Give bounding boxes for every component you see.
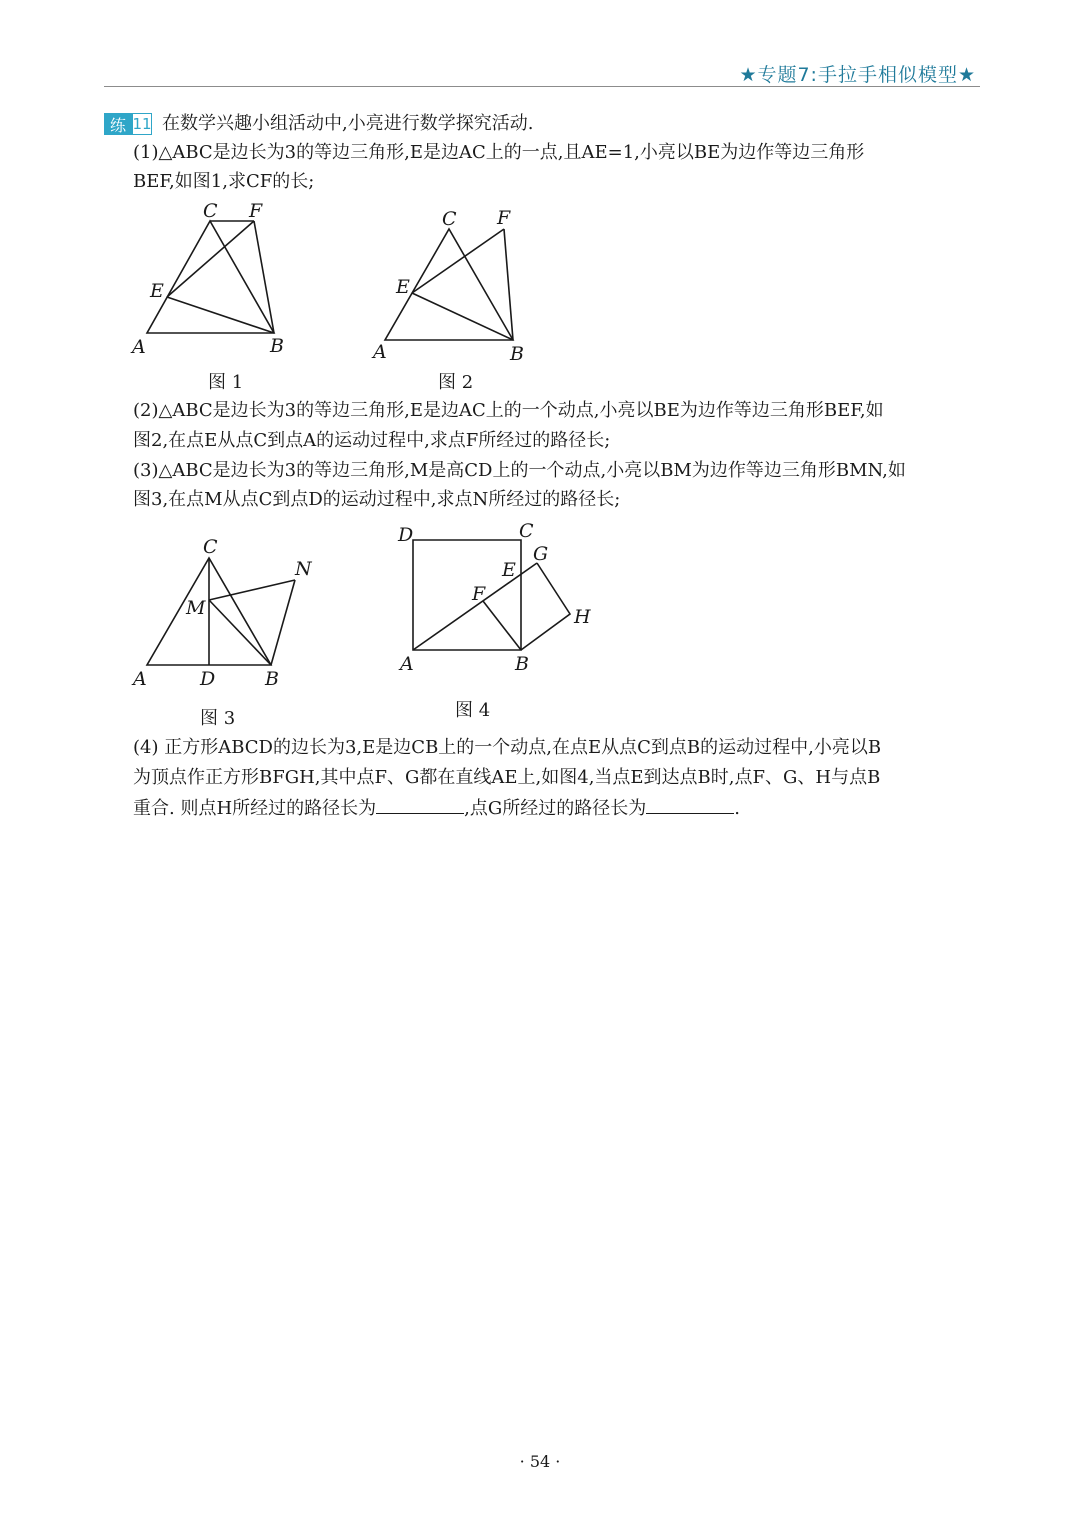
part4-line3-text-c: . [734,798,740,819]
fig1-label-e: E [150,280,164,302]
fig3-label-c: C [203,536,218,558]
fig1-label-b: B [270,335,284,357]
fig4-square-abcd [413,540,521,650]
exercise-intro: 在数学兴趣小组活动中,小亮进行数学探究活动. [162,113,534,134]
part3-line1: (3)△ABC是边长为3的等边三角形,M是高CD上的一个动点,小亮以BM为边作等边三角形BMN,如 [133,460,906,481]
fig4-square-bfgh [521,563,570,650]
part4-line3 [133,797,740,820]
fig2-label-b: B [510,343,524,365]
fig4-line-ag [413,563,537,650]
fig2-label-f: F [497,207,511,229]
fig4-caption: 图 4 [455,700,491,721]
exercise-badge-label: 练 [104,113,132,135]
fig4-label-e: E [502,559,516,581]
fig4-label-h: H [574,606,591,628]
fig4-label-c: C [519,520,534,542]
part3-line2: 图3,在点M从点C到点D的运动过程中,求点N所经过的路径长; [133,489,621,510]
part4-line3-text-a: 重合. 则点H所经过的路径长为 [133,798,377,819]
fig4-label-f: F [472,583,486,605]
part2-line2: 图2,在点E从点C到点A的运动过程中,求点F所经过的路径长; [133,430,611,451]
fig2-caption: 图 2 [438,372,474,393]
part1-line1: (1)△ABC是边长为3的等边三角形,E是边AC上的一点,且AE=1,小亮以BE为边作等边三角形 [133,142,865,163]
exercise-badge-number: 11 [132,115,152,133]
fig1-caption: 图 1 [208,372,244,393]
page-number: · 54 · [519,1452,561,1471]
fig4-label-a: A [400,653,414,675]
fig4-label-d: D [398,524,414,546]
fig4-label-b: B [515,653,529,675]
fig3-label-a: A [133,668,147,690]
fig2-label-c: C [442,208,457,230]
fig4-label-g: G [533,543,549,565]
fig3-label-b: B [265,668,279,690]
fig2-label-a: A [373,341,387,363]
fig4-segment-bf [483,601,521,650]
part4-line3-text-b: ,点G所经过的路径长为 [464,798,647,819]
fig3-label-d: D [200,668,216,690]
fig2-label-e: E [396,276,410,298]
header-title: ★专题7:手拉手相似模型★ [739,64,976,86]
fig1-label-c: C [203,200,218,222]
part1-line2: BEF,如图1,求CF的长; [133,171,315,192]
fig3-caption: 图 3 [200,708,236,729]
fig3-label-m: M [186,597,206,619]
fig3-label-n: N [295,558,312,580]
part4-line2: 为顶点作正方形BFGH,其中点F、G都在直线AE上,如图4,当点E到达点B时,点F、G、H与点B [133,767,881,788]
fig1-label-a: A [132,336,146,358]
answer-blank-g[interactable] [646,797,734,814]
part2-line1: (2)△ABC是边长为3的等边三角形,E是边AC上的一个动点,小亮以BE为边作等边三角形BEF,如 [133,400,884,421]
fig1-label-f: F [249,200,263,222]
part4-line1: (4) 正方形ABCD的边长为3,E是边CB上的一个动点,在点E从点C到点B的运动过程中,小亮以B [133,737,882,758]
answer-blank-h[interactable] [376,797,464,814]
